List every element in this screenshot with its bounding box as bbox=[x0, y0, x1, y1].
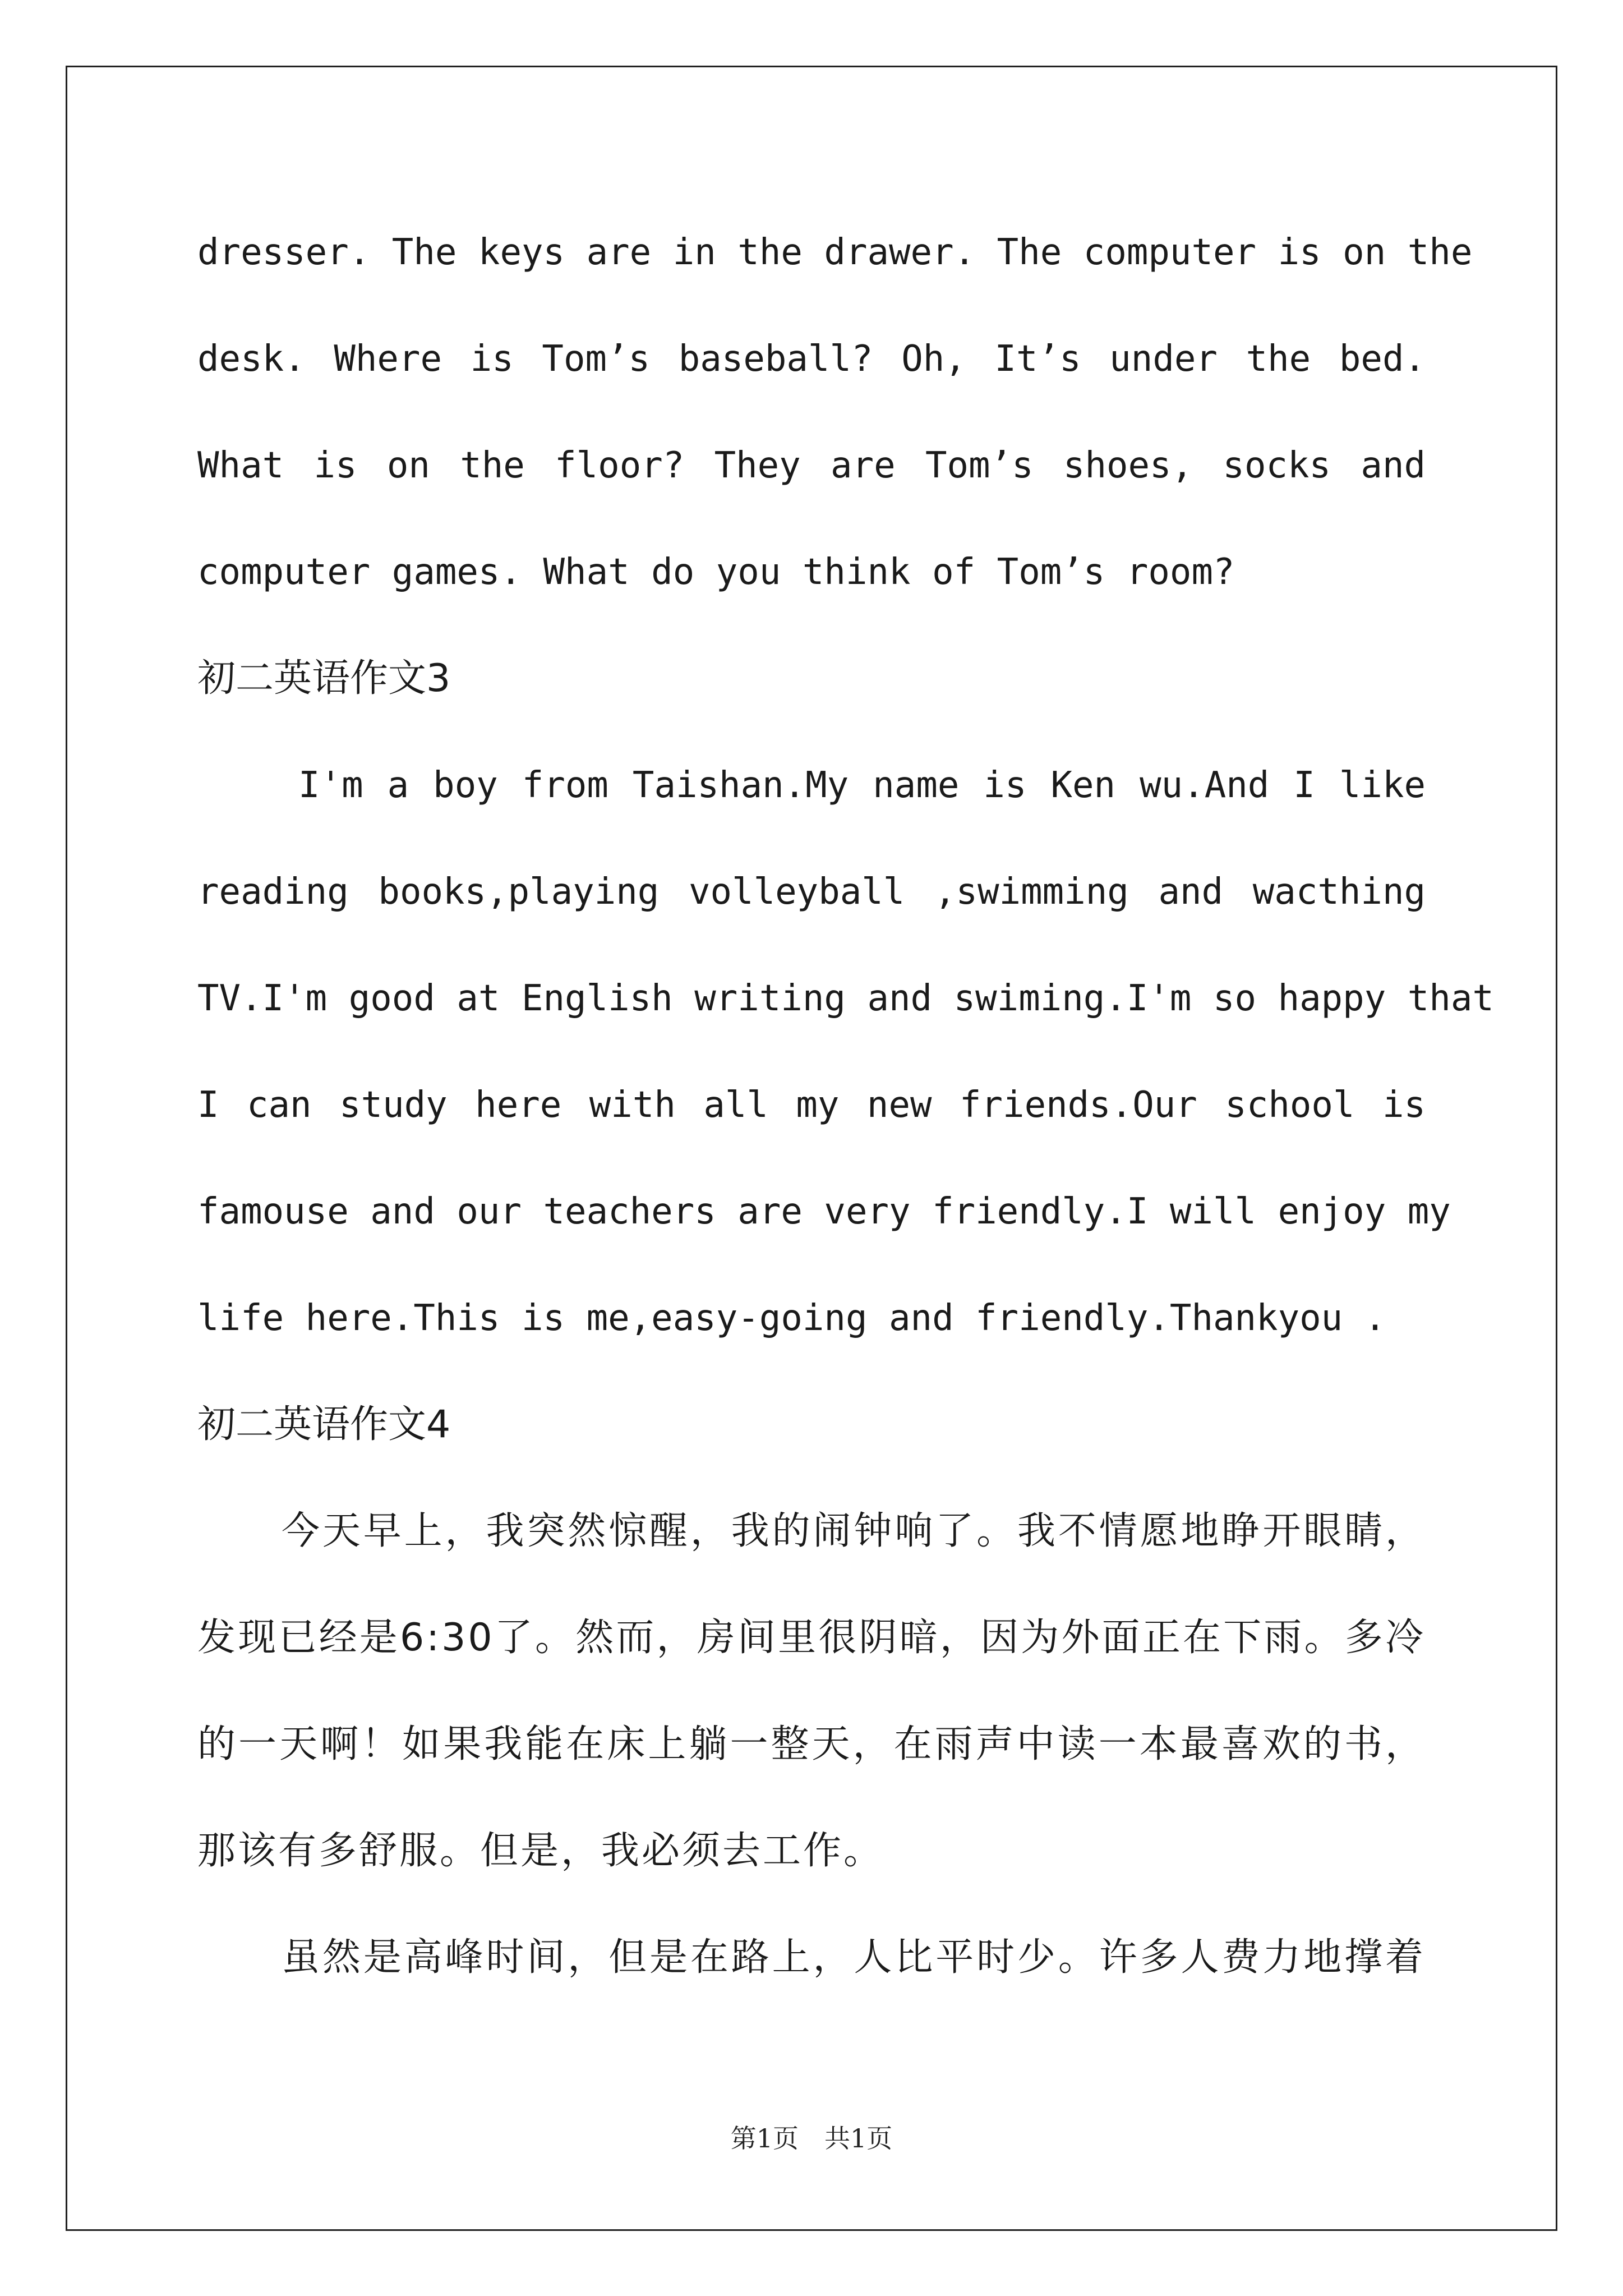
paragraph-line: 虽然是高峰时间，但是在路上，人比平时少。许多人费力地撑着 bbox=[282, 1935, 1426, 1980]
document-body bbox=[197, 219, 1494, 2031]
section-heading: 初二英语作文3 bbox=[197, 656, 451, 701]
paragraph-line: 那该有多舒服。但是，我必须去工作。 bbox=[197, 1829, 884, 1873]
paragraph-line: famouse and our teachers are very friendly.I will enjoy my bbox=[197, 1191, 1451, 1232]
paragraph-line: 发现已经是6:30了。然而，房间里很阴暗，因为外面正在下雨。多冷 bbox=[197, 1616, 1426, 1660]
paragraph-line: computer games. What do you think of Tom’s room? bbox=[197, 551, 1235, 593]
paragraph-line: 的一天啊！如果我能在床上躺一整天，在雨声中读一本最喜欢的书， bbox=[197, 1722, 1426, 1766]
section-heading: 初二英语作文4 bbox=[197, 1402, 451, 1447]
paragraph-line: reading books,playing volleyball ,swimming and wacthing bbox=[197, 871, 1426, 913]
paragraph-line: I'm a boy from Taishan.My name is Ken wu.And I like bbox=[298, 765, 1426, 806]
paragraph-line: What is on the floor? They are Tom’s shoes, socks and bbox=[197, 445, 1426, 486]
paragraph-line: desk. Where is Tom’s baseball? Oh, It’s under the bed. bbox=[197, 338, 1426, 380]
paragraph-line: I can study here with all my new friends.Our school is bbox=[197, 1084, 1426, 1126]
paragraph-line: dresser. The keys are in the drawer. The computer is on the bbox=[197, 232, 1473, 273]
paragraph-line: TV.I'm good at English writing and swiming.I'm so happy that bbox=[197, 978, 1494, 1019]
page-number-footer: 第1页 共1页 bbox=[730, 2123, 893, 2154]
paragraph-line: 今天早上，我突然惊醒，我的闹钟响了。我不情愿地睁开眼睛， bbox=[282, 1509, 1426, 1553]
paragraph-line: life here.This is me,easy-going and friendly.Thankyou . bbox=[197, 1297, 1386, 1339]
